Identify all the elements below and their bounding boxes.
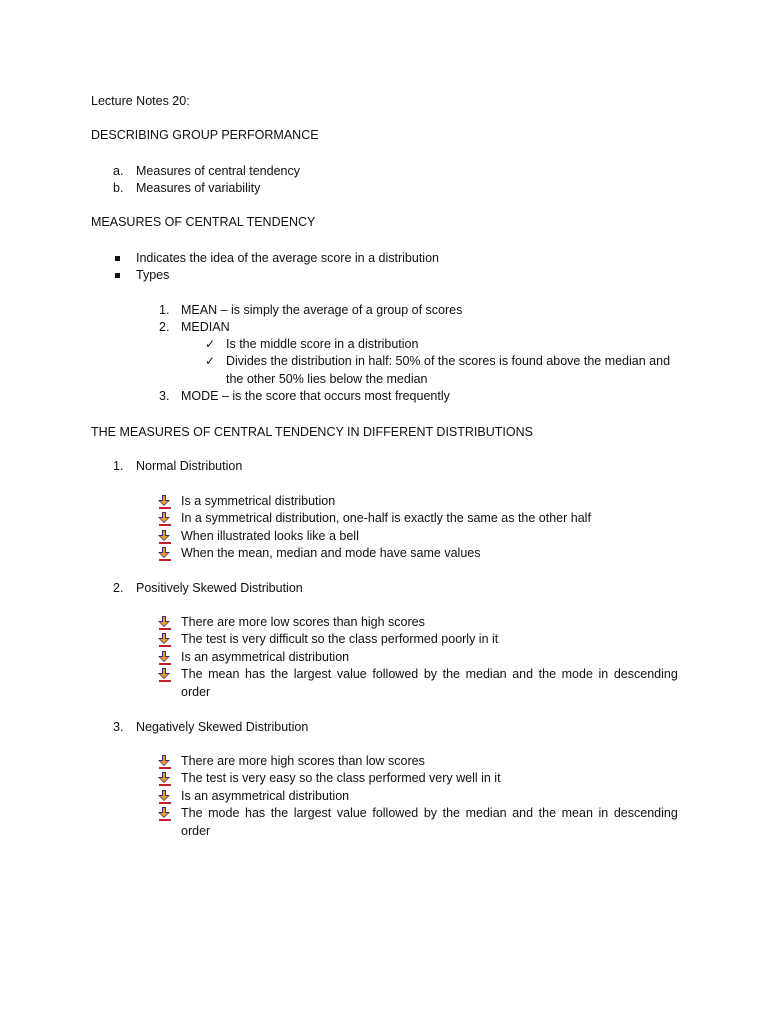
list-item: Types: [136, 268, 170, 282]
word: has: [245, 667, 266, 681]
word: in: [598, 667, 609, 681]
word: mode: [561, 667, 593, 681]
word: followed: [372, 667, 419, 681]
square-bullet-icon: [115, 273, 120, 278]
justified-list-item: [181, 666, 678, 683]
heading-measures-central-tendency: MEASURES OF CENTRAL TENDENCY: [91, 215, 316, 229]
heading-describing-group-performance: DESCRIBING GROUP PERFORMANCE: [91, 128, 319, 142]
list-item: MEDIAN: [181, 320, 230, 334]
list-item: Measures of variability: [136, 181, 261, 195]
checkmark-icon: ✓: [205, 354, 216, 368]
list-item-continuation: the other 50% lies below the median: [226, 372, 428, 386]
justified-list-item: [181, 805, 678, 822]
word: the: [270, 667, 289, 681]
section-title-normal: Normal Distribution: [136, 459, 243, 473]
list-item-continuation: order: [181, 685, 211, 699]
word: the: [442, 667, 461, 681]
word: has: [245, 806, 266, 820]
page-title: Lecture Notes 20:: [91, 94, 190, 108]
word: median: [465, 806, 507, 820]
list-item: Divides the distribution in half: 50% of the scores is found above the median and: [226, 354, 671, 368]
arrow-bullet-icon: [158, 668, 172, 682]
list-marker: 2.: [113, 581, 124, 595]
list-item: When the mean, median and mode have same values: [181, 545, 481, 560]
word: mode: [208, 806, 240, 820]
word: value: [336, 667, 367, 681]
list-marker: 2.: [159, 320, 170, 334]
word: followed: [372, 806, 419, 820]
word: and: [512, 806, 534, 820]
arrow-bullet-icon: [158, 495, 172, 509]
list-item: MODE – is the score that occurs most frequently: [181, 389, 450, 403]
list-marker: 1.: [113, 459, 124, 473]
list-item: MEAN – is simply the average of a group of scores: [181, 303, 463, 317]
list-item: In a symmetrical distribution, one-half is exactly the same as the other half: [181, 511, 591, 526]
arrow-bullet-icon: [158, 790, 172, 804]
word: median: [465, 667, 507, 681]
section-title-negative: Negatively Skewed Distribution: [136, 720, 309, 734]
list-item-continuation: order: [181, 824, 211, 838]
list-item: The test is very difficult so the class performed poorly in it: [181, 632, 499, 647]
list-item: Is an asymmetrical distribution: [181, 649, 350, 664]
list-item: When illustrated looks like a bell: [181, 528, 359, 543]
arrow-bullet-icon: [158, 512, 172, 526]
word: in: [598, 806, 609, 820]
checkmark-icon: ✓: [205, 337, 216, 351]
list-item: Indicates the idea of the average score in a distribution: [136, 251, 439, 265]
arrow-bullet-icon: [158, 530, 172, 544]
word: mean: [208, 667, 240, 681]
list-item: Measures of central tendency: [136, 164, 300, 178]
list-marker: 3.: [159, 389, 170, 403]
word: value: [336, 806, 367, 820]
section-title-positive: Positively Skewed Distribution: [136, 581, 303, 595]
word: the: [442, 806, 461, 820]
list-marker: 1.: [159, 303, 170, 317]
word: largest: [293, 806, 332, 820]
list-marker: b.: [113, 181, 124, 195]
arrow-bullet-icon: [158, 547, 172, 561]
word: The: [181, 667, 203, 681]
word: descending: [613, 667, 678, 681]
word: mean: [561, 806, 593, 820]
word: the: [270, 806, 289, 820]
square-bullet-icon: [115, 256, 120, 261]
word: and: [512, 667, 534, 681]
list-item: Is a symmetrical distribution: [181, 494, 336, 508]
list-item: There are more low scores than high scores: [181, 615, 425, 629]
word: by: [423, 806, 438, 820]
arrow-bullet-icon: [158, 633, 172, 647]
word: the: [538, 806, 557, 820]
list-item: Is an asymmetrical distribution: [181, 788, 350, 803]
list-marker: a.: [113, 164, 124, 178]
word: largest: [293, 667, 332, 681]
word: descending: [613, 806, 678, 820]
arrow-bullet-icon: [158, 772, 172, 786]
list-item: The test is very easy so the class performed very well in it: [181, 771, 501, 786]
arrow-bullet-icon: [158, 616, 172, 630]
arrow-bullet-icon: [158, 755, 172, 769]
list-item: There are more high scores than low scores: [181, 754, 425, 768]
heading-measures-in-distributions: THE MEASURES OF CENTRAL TENDENCY IN DIFFERENT DISTRIBUTIONS: [91, 425, 533, 439]
list-item: Is the middle score in a distribution: [226, 337, 419, 351]
word: the: [538, 667, 557, 681]
list-marker: 3.: [113, 720, 124, 734]
word: The: [181, 806, 203, 820]
arrow-bullet-icon: [158, 651, 172, 665]
arrow-bullet-icon: [158, 807, 172, 821]
word: by: [423, 667, 438, 681]
